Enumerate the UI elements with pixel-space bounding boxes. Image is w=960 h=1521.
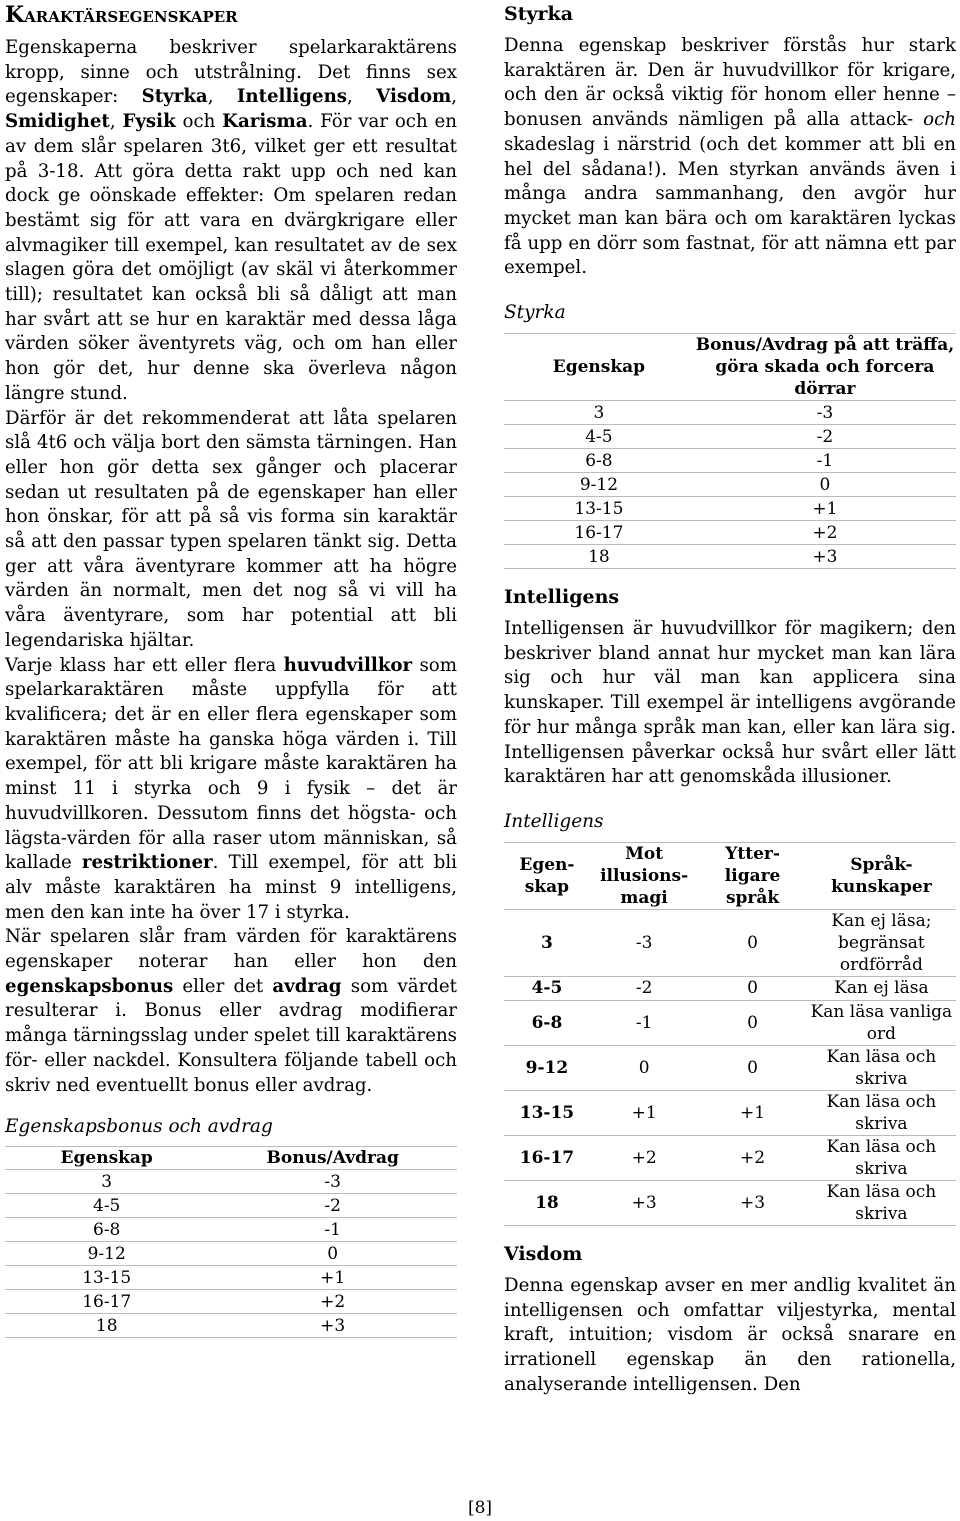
col-header-sprakkunskaper: Språk-kunskaper <box>807 842 956 909</box>
table-cell: 9-12 <box>5 1242 208 1266</box>
table-cell: 16-17 <box>504 521 694 545</box>
table-row <box>504 1045 956 1090</box>
table-cell: 16-17 <box>504 1135 590 1180</box>
paragraph-egenskapsbonus <box>5 925 457 1098</box>
col-header-egenskap: Egen-skap <box>504 842 590 909</box>
table-caption-bonus: Egenskapsbonus och avdrag <box>5 1116 273 1138</box>
heading-intelligens: Intelligens <box>504 586 620 609</box>
text-run: Denna egenskap avser en mer andlig kvalitet än intelligensen och omfattar viljestyrka, mental kraft, intuition; visdom är också snarare en irrationell egenskap än den rationella, analyserande intelligensen. Den <box>504 1274 956 1395</box>
table-cell: 9-12 <box>504 473 694 497</box>
text-run: eller det <box>173 975 273 997</box>
text-run: , <box>347 86 377 108</box>
table-row <box>5 1218 457 1242</box>
table-cell: -2 <box>694 425 956 449</box>
text-run: Varje klass har ett eller flera <box>5 654 284 676</box>
col-header-ytterligare-sprak: Ytter-ligare språk <box>698 842 806 909</box>
table-cell: 9-12 <box>504 1045 590 1090</box>
table-row <box>504 545 956 569</box>
text-run: När spelaren slår fram värden för karaktärens egenskaper noterar han eller hon den <box>5 926 457 973</box>
table-row <box>5 1194 457 1218</box>
table-caption-intelligens: Intelligens <box>504 810 604 832</box>
table-row <box>504 401 956 425</box>
table-cell: +3 <box>208 1314 457 1338</box>
text-run: som värdet resulterar i. Bonus eller avdrag modifierar många tärningsslag under spelet till karaktärens för- eller nackdel. Konsultera följande tabell och skriv ned eventuellt bonus eller avdrag. <box>5 975 457 1096</box>
table-cell: Kan ej läsa <box>807 976 956 1000</box>
table-cell: Kan läsa vanliga ord <box>807 1000 956 1045</box>
col-header-egenskap: Egenskap <box>5 1147 208 1170</box>
text-run: , <box>109 111 123 133</box>
table-row <box>504 449 956 473</box>
paragraph-intelligens <box>504 617 956 790</box>
col-header-egenskap: Egenskap <box>504 334 694 401</box>
text-run: Egenskaperna beskriver spelarkaraktärens kropp, sinne och utstrålning. Det finns sex egenskaper: <box>5 37 457 108</box>
intelligens-table <box>504 842 956 1226</box>
table-cell: 6-8 <box>504 449 694 473</box>
table-cell: 18 <box>504 545 694 569</box>
page-number: [8] <box>467 1498 493 1518</box>
table-cell: 18 <box>5 1314 208 1338</box>
table-row <box>5 1266 457 1290</box>
table-cell: 0 <box>590 1045 698 1090</box>
table-cell: +1 <box>208 1266 457 1290</box>
text-run: Intelligensen är huvudvillkor för magikern; den beskriver bland annat hur mycket man kan lära sig och hur väl man kan applicera sina kunskaper. Till exempel är intelligens avgörande för hur många språk man kan, eller kan lära sig. Intelligensen påverkar också hur svårt eller lätt karaktären har att genomskåda illusioner. <box>504 618 956 788</box>
table-row <box>5 1314 457 1338</box>
bold-term: Visdom <box>376 86 452 108</box>
bold-term: Intelligens <box>236 86 348 108</box>
paragraph-visdom <box>504 1274 956 1398</box>
table-cell: +1 <box>694 497 956 521</box>
table-cell: 0 <box>698 909 806 976</box>
paragraph-huvudvillkor <box>5 654 457 926</box>
table-row <box>504 1135 956 1180</box>
table-row <box>504 425 956 449</box>
italic-term: och <box>923 109 956 131</box>
table-cell: 6-8 <box>504 1000 590 1045</box>
right-column <box>504 0 956 1397</box>
table-row <box>504 521 956 545</box>
table-cell: 0 <box>698 976 806 1000</box>
text-run: , <box>207 86 237 108</box>
col-header-illusionsmagi: Mot illusions-magi <box>590 842 698 909</box>
table-cell: 0 <box>698 1000 806 1045</box>
left-column <box>5 0 457 1338</box>
table-row <box>504 1090 956 1135</box>
table-row <box>5 1170 457 1194</box>
table-caption-styrka: Styrka <box>504 302 566 324</box>
text-run: . För var och en av dem slår spelaren 3t6, vilket ger ett resultat på 3-18. Att göra detta rakt upp och ned kan dock ge oönskade effekter: Om spelaren redan bestämt sig för att vara en dvärgkrigare eller alvmagiker till exempel, kan resultatet av de sex slagen göra det omöjligt (av skäl vi återkommer till); resultatet kan också bli så dåligt att man har svårt att se hur en karaktär med dessa låga värden söker äventyrets väg, och om han eller hon gör det, hur denne ska överleva någon längre stund. <box>5 111 457 404</box>
bold-term: huvudvillkor <box>283 654 413 676</box>
table-cell: 3 <box>504 909 590 976</box>
table-cell: -1 <box>590 1000 698 1045</box>
text-run: skadeslag i närstrid (och det kommer att bli en hel del sådana!). Men styrkan används även i många andra sammanhang, den avgör hur mycket man kan bära och om karaktären lyckas få upp en dörr som fastnat, för att nämna ett par exempel. <box>504 133 956 279</box>
col-header-bonus: Bonus/Avdrag <box>208 1147 457 1170</box>
table-cell: +3 <box>694 545 956 569</box>
table-cell: +1 <box>590 1090 698 1135</box>
table-cell: 6-8 <box>5 1218 208 1242</box>
table-row <box>504 909 956 976</box>
text-run: Denna egenskap beskriver förstås hur stark karaktären är. Den är huvudvillkor för krigare, och den är också viktig för honom eller henne – bonusen används nämligen på alla attack- <box>504 35 956 131</box>
table-cell: Kan läsa och skriva <box>807 1090 956 1135</box>
heading-visdom: Visdom <box>504 1242 583 1265</box>
table-cell: +3 <box>590 1180 698 1225</box>
bold-term: Karisma <box>222 111 308 133</box>
table-cell: +1 <box>698 1090 806 1135</box>
bold-term: avdrag <box>272 975 342 997</box>
table-cell: -1 <box>208 1218 457 1242</box>
bold-term: egenskapsbonus <box>5 975 174 997</box>
table-row <box>504 1000 956 1045</box>
table-cell: +3 <box>698 1180 806 1225</box>
heading-styrka: Styrka <box>504 3 574 25</box>
paragraph-intro <box>5 36 457 407</box>
table-cell: 13-15 <box>504 497 694 521</box>
table-cell: -1 <box>694 449 956 473</box>
table-cell: 0 <box>208 1242 457 1266</box>
table-row <box>504 976 956 1000</box>
table-row <box>504 1180 956 1225</box>
table-cell: +2 <box>694 521 956 545</box>
table-row <box>504 473 956 497</box>
table-cell: Kan läsa och skriva <box>807 1045 956 1090</box>
table-cell: 0 <box>694 473 956 497</box>
table-cell: 4-5 <box>5 1194 208 1218</box>
bold-term: restriktioner <box>81 852 213 874</box>
table-cell: 18 <box>504 1180 590 1225</box>
text-run: och <box>175 111 223 133</box>
table-cell: Kan ej läsa; begränsat ordförråd <box>807 909 956 976</box>
table-cell: 13-15 <box>5 1266 208 1290</box>
table-cell: +2 <box>698 1135 806 1180</box>
text-run: . Till exempel, för att bli alv måste karaktären ha minst 9 intelligens, men den kan inte ha över 17 i styrka. <box>5 852 457 923</box>
table-cell: Kan läsa och skriva <box>807 1180 956 1225</box>
table-cell: 0 <box>698 1045 806 1090</box>
table-cell: +2 <box>590 1135 698 1180</box>
table-cell: -3 <box>590 909 698 976</box>
text-run: som spelarkaraktären måste uppfylla för att kvalificera; det är en eller flera egenskaper som karaktären måste ha ganska höga värden i. Till exempel, för att bli krigare måste karaktären ha minst 11 i styrka och 9 i fysik – det är huvudvillkoren. Dessutom finns det högsta- och lägsta-värden för alla raser utom människan, så kallade <box>5 654 458 874</box>
table-row <box>5 1242 457 1266</box>
table-cell: Kan läsa och skriva <box>807 1135 956 1180</box>
section-heading: Karaktärsegenskaper <box>5 2 238 28</box>
paragraph-styrka <box>504 34 956 281</box>
table-cell: -2 <box>590 976 698 1000</box>
col-header-bonus-styrka: Bonus/Avdrag på att träffa, göra skada och forcera dörrar <box>695 335 955 400</box>
table-row <box>5 1290 457 1314</box>
table-row <box>504 497 956 521</box>
styrka-table <box>504 333 956 569</box>
table-cell: 3 <box>5 1170 208 1194</box>
table-cell: 4-5 <box>504 425 694 449</box>
table-cell: 4-5 <box>504 976 590 1000</box>
bold-term: Styrka <box>141 86 208 108</box>
table-cell: -3 <box>208 1170 457 1194</box>
bold-term: Smidighet <box>5 111 110 133</box>
table-cell: -2 <box>208 1194 457 1218</box>
table-cell: 3 <box>504 401 694 425</box>
text-run: , <box>451 86 457 108</box>
table-cell: +2 <box>208 1290 457 1314</box>
bonus-table <box>5 1146 457 1338</box>
paragraph-4t6 <box>5 407 457 654</box>
table-cell: 16-17 <box>5 1290 208 1314</box>
table-cell: 13-15 <box>504 1090 590 1135</box>
table-cell: -3 <box>694 401 956 425</box>
text-run: Därför är det rekommenderat att låta spelaren slå 4t6 och välja bort den sämsta tärningen. Han eller hon gör detta sex gånger och placerar sedan ut resultaten på de egenskaper han eller hon önskar, för att på så vis forma sin karaktär så att den passar typen spelaren tänkt sig. Detta ger att våra äventyrare kommer att ha högre värden än normalt, men det nog så vi vill ha våra äventyrare, som har potential att bli legendariska hjältar. <box>5 407 457 651</box>
bold-term: Fysik <box>122 111 176 133</box>
